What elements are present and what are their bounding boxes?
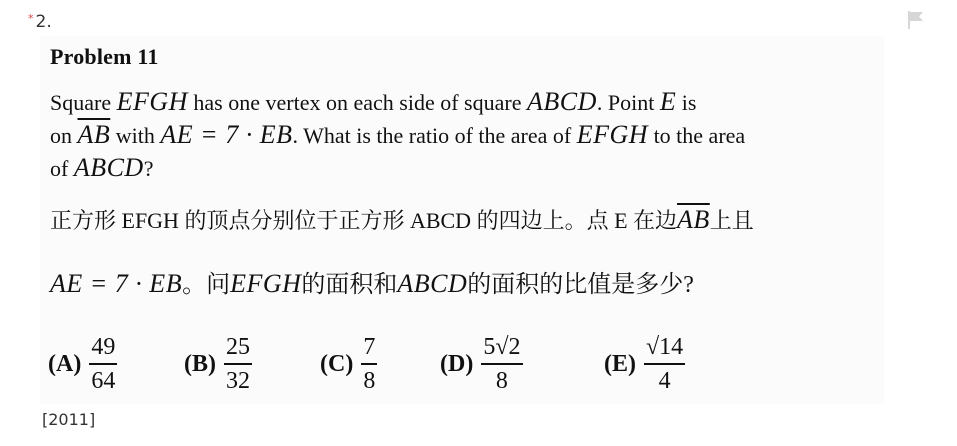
english-line-2 bbox=[50, 119, 745, 152]
text-span: of bbox=[50, 156, 74, 181]
text-span: to the area bbox=[648, 123, 746, 148]
fraction-denominator: 8 bbox=[363, 368, 376, 394]
math-efgh: EFGH bbox=[576, 120, 649, 149]
text-span: is bbox=[676, 90, 697, 115]
choice-fraction bbox=[644, 333, 685, 395]
fraction-numerator: 7 bbox=[361, 333, 377, 365]
text-span: 上且 bbox=[709, 208, 754, 233]
problem-title: Problem 11 bbox=[50, 44, 159, 69]
text-span: 的面积和 bbox=[301, 272, 398, 298]
math-equation: AE = 7 · EB bbox=[50, 269, 183, 298]
text-span: 正方形 EFGH 的顶点分别位于正方形 ABCD 的四边上。点 E 在边 bbox=[50, 208, 678, 233]
choice-c bbox=[320, 332, 377, 396]
fraction-numerator: 25 bbox=[224, 333, 252, 365]
choice-fraction bbox=[89, 333, 117, 395]
year-tag: [2011] bbox=[42, 410, 96, 429]
math-abcd: ABCD bbox=[73, 153, 144, 182]
question-header bbox=[28, 12, 52, 32]
math-abcd: ABCD bbox=[397, 269, 468, 298]
choice-a bbox=[48, 332, 117, 396]
fraction-numerator: √14 bbox=[644, 333, 685, 365]
math-segment-ab: $\overline{AB}$ bbox=[677, 205, 710, 234]
math-efgh: EFGH bbox=[116, 87, 188, 116]
fraction-denominator: 32 bbox=[226, 368, 250, 394]
fraction-denominator: 8 bbox=[495, 368, 508, 394]
math-equation: AE = 7 · EB bbox=[160, 120, 293, 149]
fraction-numerator: 5√2 bbox=[481, 333, 522, 365]
text-span: Square bbox=[50, 90, 117, 115]
math-efgh: EFGH bbox=[230, 269, 302, 298]
choice-d bbox=[440, 332, 523, 396]
choice-label: (B) bbox=[184, 350, 216, 377]
text-span: . Point bbox=[596, 90, 660, 115]
choice-label: (A) bbox=[48, 350, 82, 377]
choice-label: (D) bbox=[440, 350, 474, 377]
flag-icon[interactable] bbox=[907, 10, 925, 30]
text-span: 。问 bbox=[182, 272, 231, 298]
english-line-1 bbox=[50, 86, 745, 119]
choice-label: (C) bbox=[320, 350, 354, 377]
fraction-denominator: 4 bbox=[658, 368, 671, 394]
choice-b bbox=[184, 332, 252, 396]
fraction-denominator: 64 bbox=[91, 368, 116, 394]
text-span: 的面积的比值是多少? bbox=[467, 272, 694, 298]
text-span: has one vertex on each side of square bbox=[187, 90, 527, 115]
choice-fraction bbox=[481, 333, 522, 395]
text-span: ? bbox=[143, 156, 154, 181]
math-point-e: E bbox=[659, 87, 677, 116]
choice-label: (E) bbox=[604, 350, 636, 377]
required-marker: * bbox=[28, 12, 34, 25]
problem-text-english bbox=[50, 86, 745, 185]
choice-e bbox=[604, 332, 685, 396]
question-number: 2. bbox=[35, 12, 52, 32]
problem-text-chinese-line-1 bbox=[50, 204, 754, 237]
text-span: . What is the ratio of the area of bbox=[292, 123, 577, 148]
text-span: with bbox=[110, 123, 161, 148]
problem-image bbox=[40, 36, 884, 404]
choice-fraction bbox=[361, 333, 377, 395]
fraction-numerator: 49 bbox=[89, 333, 117, 365]
problem-text-chinese-line-2 bbox=[50, 268, 694, 301]
text-span: on bbox=[50, 123, 78, 148]
math-segment-ab: $\overline{AB}$ bbox=[77, 120, 111, 149]
english-line-3 bbox=[50, 152, 745, 185]
choice-fraction bbox=[224, 333, 252, 395]
math-abcd: ABCD bbox=[526, 87, 597, 116]
